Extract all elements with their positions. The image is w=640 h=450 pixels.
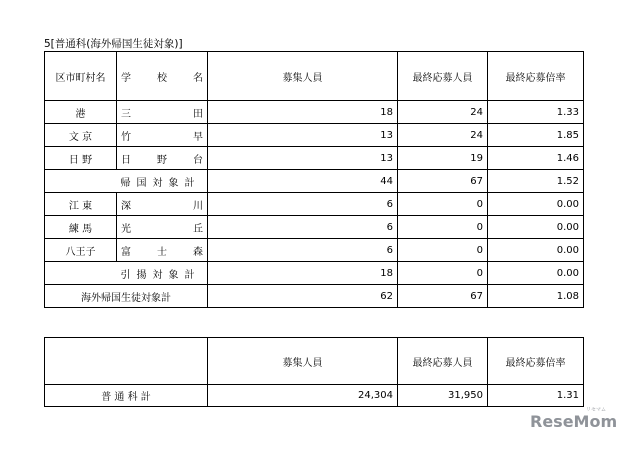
table-caption: 5[普通科(海外帰国生徒対象)]: [44, 38, 183, 50]
school-cell: [117, 216, 208, 239]
summary-applicants: 31,950: [398, 385, 488, 407]
table-row: [45, 239, 584, 262]
district-cell: 江 東: [45, 193, 117, 216]
applicants-cell: 0: [398, 262, 488, 285]
ratio-cell: 1.52: [488, 170, 584, 193]
applicants-cell: 24: [398, 124, 488, 147]
total-capacity: 62: [208, 285, 398, 308]
ratio-cell: 0.00: [488, 239, 584, 262]
table-row: [45, 101, 584, 124]
table-header-row: [45, 52, 584, 101]
school-name-char: 竹: [121, 131, 131, 143]
total-applicants: 67: [398, 285, 488, 308]
school-name-char: 丘: [193, 223, 203, 235]
applicants-cell: 19: [398, 147, 488, 170]
header-school: [117, 52, 208, 101]
capacity-cell: 6: [208, 216, 398, 239]
capacity-cell: 13: [208, 124, 398, 147]
ratio-cell: 0.00: [488, 193, 584, 216]
school-cell: [117, 101, 208, 124]
district-cell: [45, 262, 117, 285]
summary-ratio: 1.31: [488, 385, 584, 407]
district-cell: 文 京: [45, 124, 117, 147]
district-cell: 日 野: [45, 147, 117, 170]
ratio-cell: 1.85: [488, 124, 584, 147]
table-row: [45, 170, 584, 193]
school-cell: [117, 147, 208, 170]
total-row: [45, 285, 584, 308]
capacity-cell: 6: [208, 239, 398, 262]
summary-header-row: [45, 338, 584, 385]
applicants-cell: 0: [398, 193, 488, 216]
capacity-cell: 18: [208, 101, 398, 124]
resemom-logo: ReseMom: [530, 412, 618, 431]
header-applicants: 最終応募人員: [398, 52, 488, 101]
summary-row: [45, 385, 584, 407]
header-school-char: 学: [121, 72, 131, 84]
table-row: [45, 147, 584, 170]
summary-table: [44, 337, 584, 407]
subtotal-label: 引揚対象計: [117, 262, 208, 285]
summary-header-capacity: 募集人員: [208, 338, 398, 385]
school-name-char: 野: [157, 154, 167, 166]
summary-header-blank: [45, 338, 208, 385]
school-name-char: 森: [193, 246, 203, 258]
capacity-cell: 6: [208, 193, 398, 216]
school-cell: [117, 239, 208, 262]
school-name-char: 川: [193, 200, 203, 212]
district-cell: 練 馬: [45, 216, 117, 239]
table-row: [45, 262, 584, 285]
capacity-cell: 44: [208, 170, 398, 193]
summary-header-applicants: 最終応募人員: [398, 338, 488, 385]
school-name-char: 台: [193, 154, 203, 166]
ratio-cell: 0.00: [488, 216, 584, 239]
summary-label: 普 通 科 計: [45, 385, 208, 407]
watermark-kana: リセマム: [586, 407, 606, 413]
ratio-cell: 1.33: [488, 101, 584, 124]
district-cell: 港: [45, 101, 117, 124]
district-cell: [45, 170, 117, 193]
school-name-char: 深: [121, 200, 131, 212]
school-name-char: 早: [193, 131, 203, 143]
school-name-char: 光: [121, 223, 131, 235]
capacity-cell: 13: [208, 147, 398, 170]
table-row: [45, 216, 584, 239]
school-cell: [117, 193, 208, 216]
applicants-cell: 24: [398, 101, 488, 124]
header-ratio: 最終応募倍率: [488, 52, 584, 101]
table-row: [45, 124, 584, 147]
school-name-char: 三: [121, 108, 131, 120]
ratio-cell: 0.00: [488, 262, 584, 285]
header-district: 区市町村名: [45, 52, 117, 101]
application-table: [44, 51, 584, 308]
summary-header-ratio: 最終応募倍率: [488, 338, 584, 385]
school-name-char: 田: [193, 108, 203, 120]
applicants-cell: 0: [398, 239, 488, 262]
summary-capacity: 24,304: [208, 385, 398, 407]
school-name-char: 士: [157, 246, 167, 258]
table-row: [45, 193, 584, 216]
total-ratio: 1.08: [488, 285, 584, 308]
applicants-cell: 0: [398, 216, 488, 239]
header-capacity: 募集人員: [208, 52, 398, 101]
school-name-char: 富: [121, 246, 131, 258]
school-name-char: 日: [121, 154, 131, 166]
total-label: 海外帰国生徒対象計: [45, 285, 208, 308]
header-school-char: 校: [157, 72, 167, 84]
capacity-cell: 18: [208, 262, 398, 285]
district-cell: 八王子: [45, 239, 117, 262]
school-cell: [117, 124, 208, 147]
header-school-char: 名: [193, 72, 203, 84]
subtotal-label: 帰国対象計: [117, 170, 208, 193]
ratio-cell: 1.46: [488, 147, 584, 170]
applicants-cell: 67: [398, 170, 488, 193]
